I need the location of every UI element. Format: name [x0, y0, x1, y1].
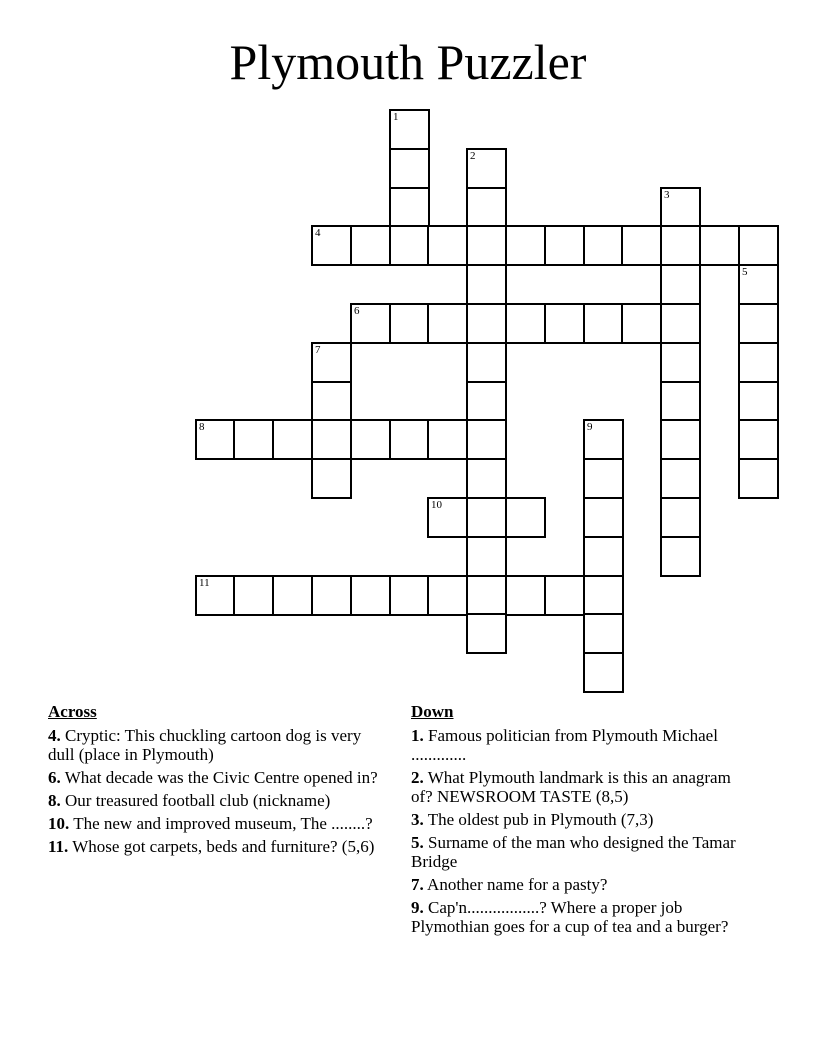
cell-number: 7	[315, 344, 321, 356]
down-clue-7	[411, 875, 741, 894]
clue-text: Whose got carpets, beds and furniture? (5,6)	[68, 837, 375, 856]
grid-cell[interactable]	[583, 225, 624, 266]
grid-cell[interactable]	[466, 381, 507, 422]
grid-cell[interactable]	[699, 225, 740, 266]
grid-cell[interactable]	[738, 342, 779, 383]
grid-cell[interactable]	[660, 381, 701, 422]
down-clue-3	[411, 810, 741, 829]
grid-cell[interactable]	[389, 575, 430, 616]
clue-number: 1.	[411, 726, 424, 745]
cell-number: 5	[742, 266, 748, 278]
grid-cell[interactable]	[389, 148, 430, 189]
grid-cell[interactable]	[311, 575, 352, 616]
grid-cell[interactable]	[660, 458, 701, 499]
grid-cell[interactable]	[621, 303, 662, 344]
across-clues	[48, 702, 388, 860]
grid-cell[interactable]	[272, 419, 313, 460]
clue-number: 9.	[411, 898, 424, 917]
grid-cell[interactable]	[389, 419, 430, 460]
clue-text: Another name for a pasty?	[423, 875, 608, 894]
grid-cell[interactable]	[427, 303, 468, 344]
grid-cell[interactable]	[350, 303, 391, 344]
cell-number: 2	[470, 150, 476, 162]
across-clue-11	[48, 837, 388, 856]
cell-number: 4	[315, 227, 321, 239]
clue-text: What Plymouth landmark is this an anagram of? NEWSROOM TASTE (8,5)	[411, 768, 731, 806]
cell-number: 9	[587, 421, 593, 433]
clue-number: 2.	[411, 768, 424, 787]
grid-cell[interactable]	[466, 264, 507, 305]
across-clue-4	[48, 726, 388, 764]
grid-cell[interactable]	[738, 381, 779, 422]
grid-cell[interactable]	[583, 575, 624, 616]
across-heading: Across	[48, 702, 97, 721]
grid-cell[interactable]	[544, 303, 585, 344]
clue-text: Surname of the man who designed the Tamar Bridge	[411, 833, 736, 871]
down-clue-9	[411, 898, 741, 936]
cell-number: 8	[199, 421, 205, 433]
grid-cell[interactable]	[466, 187, 507, 228]
grid-cell[interactable]	[583, 497, 624, 538]
grid-cell[interactable]	[350, 575, 391, 616]
grid-cell[interactable]	[311, 419, 352, 460]
clue-text: The oldest pub in Plymouth (7,3)	[423, 810, 654, 829]
grid-cell[interactable]	[660, 187, 701, 228]
grid-cell[interactable]	[621, 225, 662, 266]
grid-cell[interactable]	[466, 575, 507, 616]
grid-cell[interactable]	[466, 613, 507, 654]
cell-number: 3	[664, 189, 670, 201]
grid-cell[interactable]	[544, 575, 585, 616]
grid-cell[interactable]	[233, 419, 274, 460]
clue-number: 10.	[48, 814, 70, 833]
grid-cell[interactable]	[583, 303, 624, 344]
grid-cell[interactable]	[505, 575, 546, 616]
grid-cell[interactable]	[311, 225, 352, 266]
cell-number: 6	[354, 305, 360, 317]
grid-cell[interactable]	[583, 536, 624, 577]
grid-cell[interactable]	[466, 148, 507, 189]
down-clue-1	[411, 726, 741, 764]
clue-number: 7.	[411, 875, 424, 894]
clue-number: 8.	[48, 791, 61, 810]
grid-cell[interactable]	[233, 575, 274, 616]
clue-text: Famous politician from Plymouth Michael .............	[411, 726, 718, 764]
grid-cell[interactable]	[505, 303, 546, 344]
grid-cell[interactable]	[505, 225, 546, 266]
clue-text: What decade was the Civic Centre opened in?	[60, 768, 378, 787]
grid-cell[interactable]	[660, 342, 701, 383]
grid-cell[interactable]	[389, 187, 430, 228]
grid-cell[interactable]	[660, 497, 701, 538]
grid-cell[interactable]	[389, 109, 430, 150]
down-heading: Down	[411, 702, 454, 721]
down-clue-5	[411, 833, 741, 871]
grid-cell[interactable]	[738, 458, 779, 499]
across-clue-6	[48, 768, 388, 787]
grid-cell[interactable]	[466, 497, 507, 538]
grid-cell[interactable]	[660, 419, 701, 460]
clue-number: 5.	[411, 833, 424, 852]
clue-number: 11.	[48, 837, 69, 856]
grid-cell[interactable]	[466, 536, 507, 577]
cell-number: 11	[199, 577, 210, 589]
across-clue-10	[48, 814, 388, 833]
grid-cell[interactable]	[583, 419, 624, 460]
grid-cell[interactable]	[466, 225, 507, 266]
grid-cell[interactable]	[389, 303, 430, 344]
grid-cell[interactable]	[544, 225, 585, 266]
grid-cell[interactable]	[583, 613, 624, 654]
clue-text: The new and improved museum, The ........?	[69, 814, 373, 833]
clue-number: 6.	[48, 768, 61, 787]
grid-cell[interactable]	[660, 536, 701, 577]
grid-cell[interactable]	[195, 419, 236, 460]
grid-cell[interactable]	[272, 575, 313, 616]
grid-cell[interactable]	[660, 303, 701, 344]
page-title: Plymouth Puzzler	[229, 34, 587, 90]
clue-number: 4.	[48, 726, 61, 745]
clue-text: Our treasured football club (nickname)	[60, 791, 331, 810]
grid-cell[interactable]	[466, 303, 507, 344]
grid-cell[interactable]	[466, 419, 507, 460]
down-clue-2	[411, 768, 741, 806]
grid-cell[interactable]	[195, 575, 236, 616]
grid-cell[interactable]	[738, 264, 779, 305]
grid-cell[interactable]	[466, 342, 507, 383]
grid-cell[interactable]	[738, 419, 779, 460]
grid-cell[interactable]	[311, 458, 352, 499]
cell-number: 10	[431, 499, 442, 511]
grid-cell[interactable]	[738, 303, 779, 344]
grid-cell[interactable]	[427, 575, 468, 616]
down-clues	[411, 702, 741, 940]
grid-cell[interactable]	[583, 458, 624, 499]
grid-cell[interactable]	[583, 652, 624, 693]
clue-text: Cap'n.................? Where a proper job Plymothian goes for a cup of tea and a burger?	[411, 898, 729, 936]
grid-cell[interactable]	[427, 497, 468, 538]
cell-number: 1	[393, 111, 399, 123]
grid-cell[interactable]	[427, 225, 468, 266]
grid-cell[interactable]	[738, 225, 779, 266]
clue-text: Cryptic: This chuckling cartoon dog is very dull (place in Plymouth)	[48, 726, 362, 764]
grid-cell[interactable]	[660, 264, 701, 305]
grid-cell[interactable]	[660, 225, 701, 266]
across-clue-8	[48, 791, 388, 810]
grid-cell[interactable]	[427, 419, 468, 460]
grid-cell[interactable]	[311, 381, 352, 422]
grid-cell[interactable]	[505, 497, 546, 538]
grid-cell[interactable]	[350, 419, 391, 460]
grid-cell[interactable]	[311, 342, 352, 383]
grid-cell[interactable]	[389, 225, 430, 266]
grid-cell[interactable]	[466, 458, 507, 499]
clue-number: 3.	[411, 810, 424, 829]
grid-cell[interactable]	[350, 225, 391, 266]
